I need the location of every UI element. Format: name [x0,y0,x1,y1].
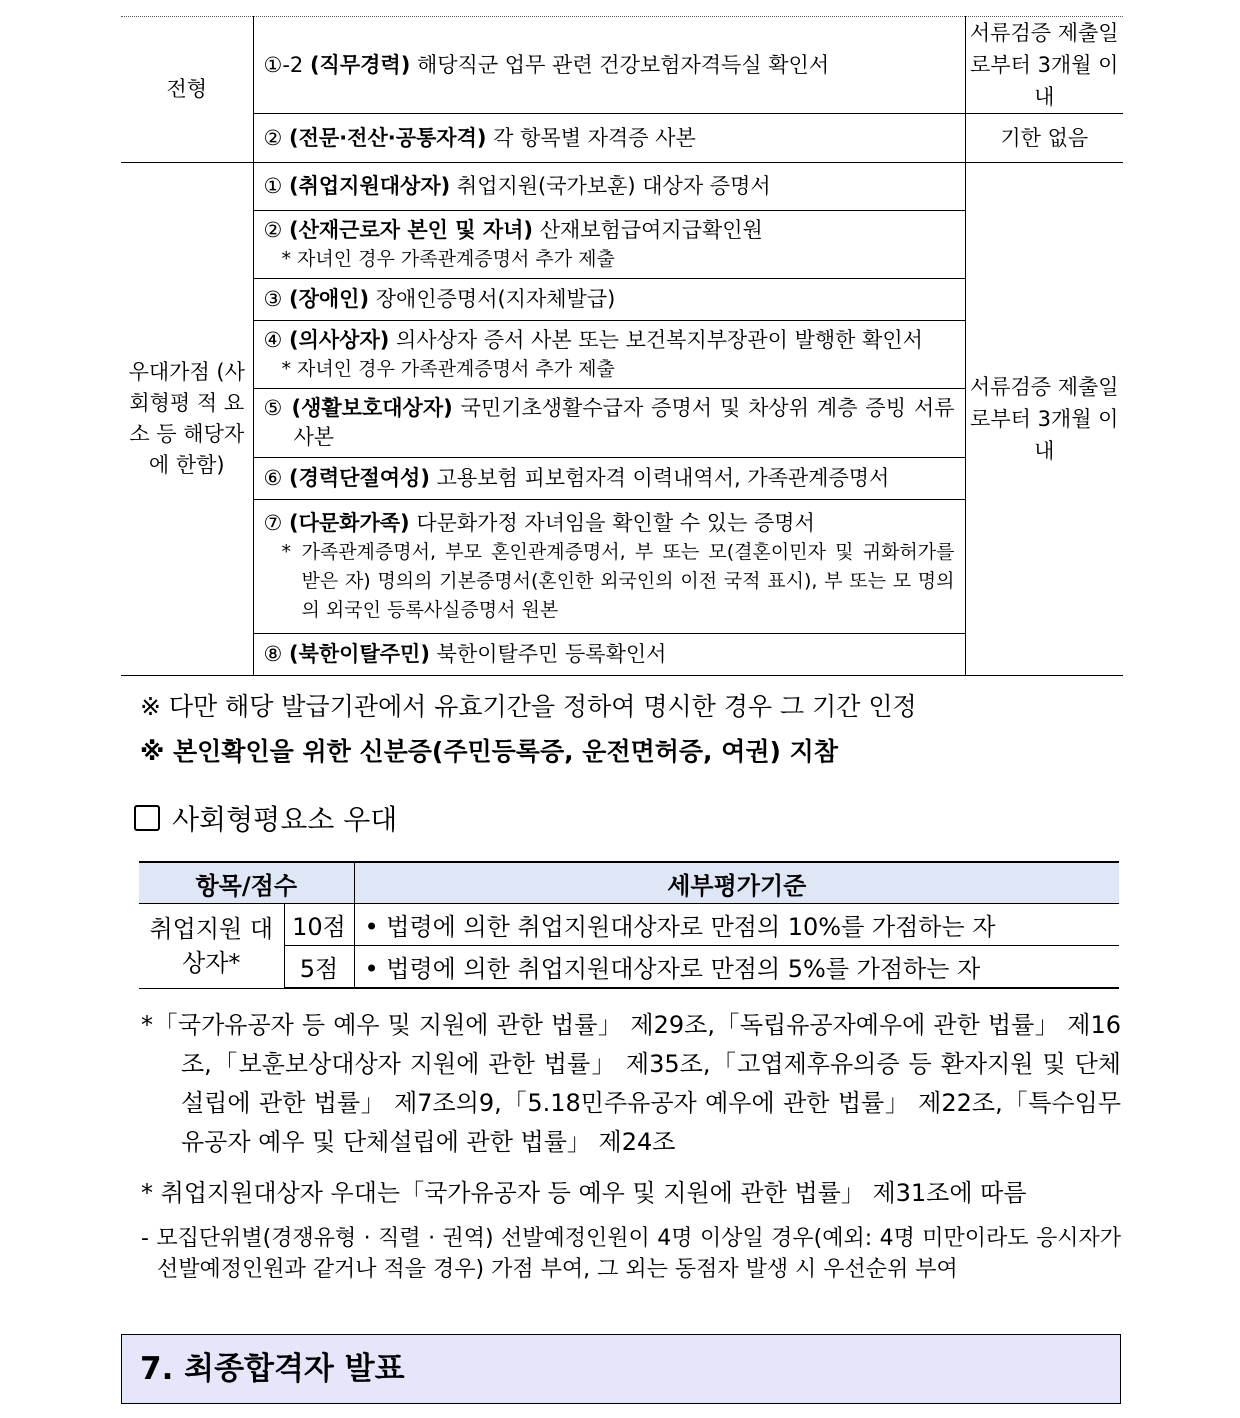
doc-item: ⑥ (경력단절여성) 고용보험 피보험자격 이력내역서, 가족관계증명서 [253,458,965,500]
doc-item: ② (전문·전산·공통자격) 각 항목별 자격증 사본 [253,114,965,163]
score-header-criteria: 세부평가기준 [354,862,1119,904]
footnote-law-list: *「국가유공자 등 예우 및 지원에 관한 법률」 제29조,「독립유공자예우에 관한 법률」 제16조,「보훈보상대상자 지원에 관한 법률」 제35조,「고엽제후유의증 등 환자지원 및 단체설립에 관한 법률」 제7조의9,「5.18민주유공자 예우에 관한 법률」 제22조,「특수임무유공자 예우 및 단체설립에 관한 법률」 제24조 [141,1011,1121,1156]
validity-cell: 서류검증 제출일로부터 3개월 이내 [965,17,1123,114]
doc-item-note: * 자녀인 경우 가족관계증명서 추가 제출 [281,357,615,380]
category-cell-bonus: 우대가점 (사회형평 적 요소 등 해당자에 한함) [121,163,253,676]
doc-item: ① (취업지원대상자) 취업지원(국가보훈) 대상자 증명서 [253,163,965,211]
score-table [139,861,1119,989]
score-value: 10점 [284,904,354,946]
final-section-heading [121,1334,1121,1404]
doc-item: ② (산재근로자 본인 및 자녀) 산재보험급여지급확인원 * 자녀인 경우 가족관계증명서 추가 제출 [253,211,965,279]
checkbox-icon [134,805,160,831]
doc-item-note: * 가족관계증명서, 부모 혼인관계증명서, 부 또는 모(결혼이민자 및 귀화허가를 받은 자) 명의의 기본증명서(혼인한 외국인의 이전 국적 표시), 부 또는 모 명의의 외국인 등록사실증명서 원본 [281,540,955,621]
score-header-item: 항목/점수 [139,862,354,904]
score-criteria: • 법령에 의한 취업지원대상자로 만점의 10%를 가점하는 자 [354,904,1119,946]
score-value: 5점 [284,946,354,989]
validity-cell: 기한 없음 [965,114,1123,163]
remark-id-card: ※ 본인확인을 위한 신분증(주민등록증, 운전면허증, 여권) 지참 [140,737,838,766]
document-requirements-table [121,16,1123,676]
footnote-preference: * 취업지원대상자 우대는「국가유공자 등 예우 및 지원에 관한 법률」 제31조에 따름 [141,1179,1027,1207]
score-criteria: • 법령에 의한 취업지원대상자로 만점의 5%를 가점하는 자 [354,946,1119,989]
doc-item: ④ (의사상자) 의사상자 증서 사본 또는 보건복지부장관이 발행한 확인서 * 자녀인 경우 가족관계증명서 추가 제출 [253,321,965,389]
doc-item-note: * 자녀인 경우 가족관계증명서 추가 제출 [281,247,615,270]
final-section-title: 7. 최종합격자 발표 [140,1351,405,1387]
remark-validity: ※ 다만 해당 발급기관에서 유효기간을 정하여 명시한 경우 그 기간 인정 [140,692,917,721]
doc-item: ⑧ (북한이탈주민) 북한이탈주민 등록확인서 [253,634,965,676]
footnote-condition: - 모집단위별(경쟁유형 · 직렬 · 권역) 선발예정인원이 4명 이상일 경우(예외: 4명 미만이라도 응시자가 선발예정인원과 같거나 적을 경우) 가점 부여, 그 외는 동점자 발생 시 우선순위 부여 [141,1226,1121,1282]
doc-item: ①-2 (직무경력) 해당직군 업무 관련 건강보험자격득실 확인서 [253,17,965,114]
doc-item: ⑦ (다문화가족) 다문화가정 자녀임을 확인할 수 있는 증명서 * 가족관계증명서, 부모 혼인관계증명서, 부 또는 모(결혼이민자 및 귀화허가를 받은 자) 명의의 기본증명서(혼인한 외국인의 이전 국적 표시), 부 또는 모 명의의 외국인 등록사실증명서 원본 [253,500,965,634]
score-category: 취업지원 대상자* [139,904,284,989]
doc-item: ③ (장애인) 장애인증명서(지자체발급) [253,279,965,321]
doc-item: ⑤ (생활보호대상자) 국민기초생활수급자 증명서 및 차상위 계층 증빙 서류 사본 [253,389,965,458]
validity-cell: 서류검증 제출일로부터 3개월 이내 [965,163,1123,676]
category-cell-selection: 전형 [121,17,253,163]
section-heading: 사회형평요소 우대 [134,800,397,840]
